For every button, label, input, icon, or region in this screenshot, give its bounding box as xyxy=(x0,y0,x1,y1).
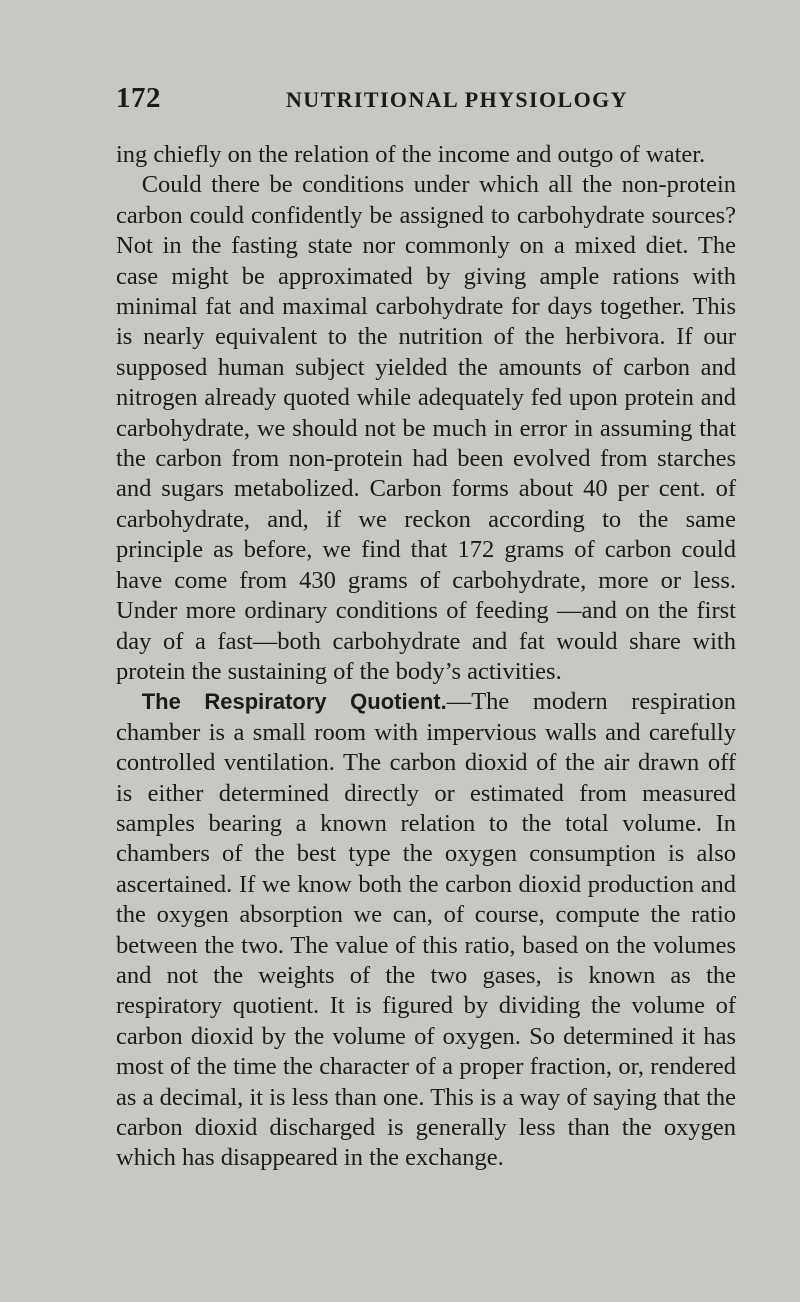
paragraph-continued: ing chiefly on the relation of the income and outgo of water. xyxy=(116,141,706,168)
body-text xyxy=(116,140,736,1174)
section-heading: The Respiratory Quotient. xyxy=(141,689,447,715)
paragraph-carbon-sources: Could there be conditions under which all the non-protein carbon could confidently be assigned to carbohydrate sources? Not in the fasting state nor commonly on a mixed diet. The case might be approximated by giving ample rations with minimal fat and maximal carbohydrate for days together. This is nearly equivalent to the nutrition of the herbivora. If our supposed human subject yielded the amounts of carbon and nitrogen already quoted while adequately fed upon protein and carbohydrate, we should not be much in error in assuming that the carbon from non-protein had been evolved from starches and sugars metabolized. Carbon forms about 40 per cent. of carbohydrate, and, if we reckon according to the same principle as before, we find that 172 grams of carbon could have come from 430 grams of carbohydrate, more or less. Under more ordinary conditions of feeding —and on the first day of a fast—both carbohydrate and fat would share with protein the sustaining of the body’s activities. xyxy=(116,171,736,685)
section-body: —The modern respiration chamber is a small room with impervious walls and carefully controlled ventilation. The carbon dioxid of the air drawn off is either determined directly or estimated from measured samples bearing a known relation to the total volume. In chambers of the best type the oxygen consumption is also ascertained. If we know both the carbon dioxid production and the oxygen absorption we can, of course, compute the ratio between the two. The value of this ratio, based on the volumes and not the weights of the two gases, is known as the respiratory quotient. It is figured by dividing the volume of carbon dioxid by the volume of oxygen. So determined it has most of the time the character of a proper fraction, or, rendered as a decimal, it is less than one. This is a way of saying that the carbon dioxid discharged is generally less than the oxygen which has disappeared in the exchange. xyxy=(116,688,736,1172)
page-header xyxy=(116,82,736,122)
running-head: NUTRITIONAL PHYSIOLOGY xyxy=(286,87,628,112)
paragraph-respiratory-quotient xyxy=(116,687,736,1174)
page-number: 172 xyxy=(116,82,161,114)
